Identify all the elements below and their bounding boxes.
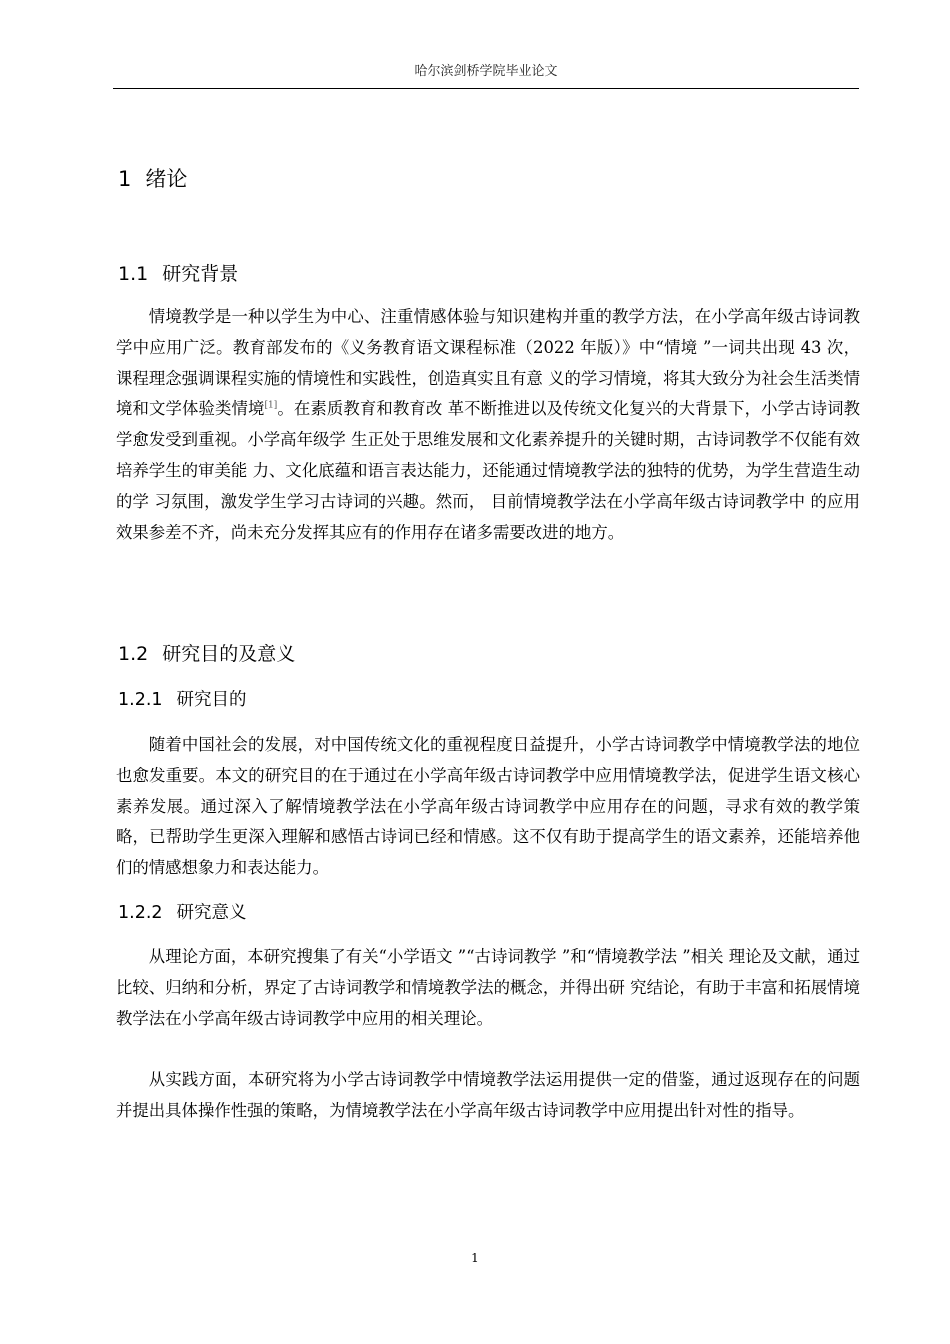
header-title: 哈尔滨剑桥学院毕业论文 [414,64,558,79]
section-title: 研究目的及意义 [162,643,296,665]
chapter-title: 绪论 [145,167,188,191]
significance-paragraph-theory: 从理论方面，本研究搜集了有关“小学语文 ”“古诗词教学 ”和“情境教学法 ”相关 理论及文献，通过比较、归纳和分析，界定了古诗词教学和情境教学法的概念，并得出研 究结论，有助于丰富和拓展情境教学法在小学高年级古诗词教学中应用的相关理论。 [116,947,860,1028]
section-heading-1-2 [118,639,295,669]
subsection-title: 研究意义 [176,903,247,923]
background-paragraph-part-a: 情境教学是一种以学生为中心、注重情感体验与知识建构并重的教学方法，在小学高年级古诗词教学中应用广泛。教育部发布的《义务教育语文课程标准（2022 年版）》中“情境 ”一词共出现 43 次，课程理念强调课程实施的情境性和实践性，创造真实且有意 义的学习情境，将其大致分为社会生活类情境和文学体验类情境 [116,307,860,419]
significance-paragraph-practice: 从实践方面，本研究将为小学古诗词教学中情境教学法运用提供一定的借鉴，通过返现存在的问题并提出具体操作性强的策略，为情境教学法在小学高年级古诗词教学中应用提出针对性的指导。 [116,1070,860,1120]
section-number: 1.1 [118,263,149,285]
chapter-number: 1 [118,167,132,191]
section-number: 1.2 [118,643,149,665]
page-number: 1 [471,1251,479,1265]
background-paragraph-part-b: 。在素质教育和教育改 革不断推进以及传统文化复兴的大背景下，小学古诗词教学愈发受到重视。小学高年级学 生正处于思维发展和文化素养提升的关键时期，古诗词教学不仅能有效培养学生的审美能 力、文化底蕴和语言表达能力，还能通过情境教学法的独特的优势，为学生营造生动的学 习氛围，激发学生学习古诗词的兴趣。然而， 目前情境教学法在小学高年级古诗词教学中 的应用效果参差不齐，尚未充分发挥其应有的作用存在诸多需要改进的地方。 [116,399,860,542]
section-title: 研究背景 [162,263,239,285]
subsection-heading-1-2-2 [118,899,247,927]
subsection-title: 研究目的 [176,690,247,710]
page-header [113,62,859,89]
subsection-number: 1.2.2 [118,903,163,923]
chapter-heading [118,163,187,195]
background-paragraph [116,302,860,548]
purpose-paragraph: 随着中国社会的发展，对中国传统文化的重视程度日益提升，小学古诗词教学中情境教学法的地位也愈发重要。本文的研究目的在于通过在小学高年级古诗词教学中应用情境教学法，促进学生语文核心素养发展。通过深入了解情境教学法在小学高年级古诗词教学中应用存在的问题，寻求有效的教学策略，已帮助学生更深入理解和感悟古诗词已经和情感。这不仅有助于提高学生的语文素养，还能培养他们的情感想象力和表达能力。 [116,735,860,878]
citation-marker: [1] [264,400,278,411]
section-heading-1-1 [118,259,238,289]
subsection-heading-1-2-1 [118,686,247,714]
subsection-number: 1.2.1 [118,690,163,710]
